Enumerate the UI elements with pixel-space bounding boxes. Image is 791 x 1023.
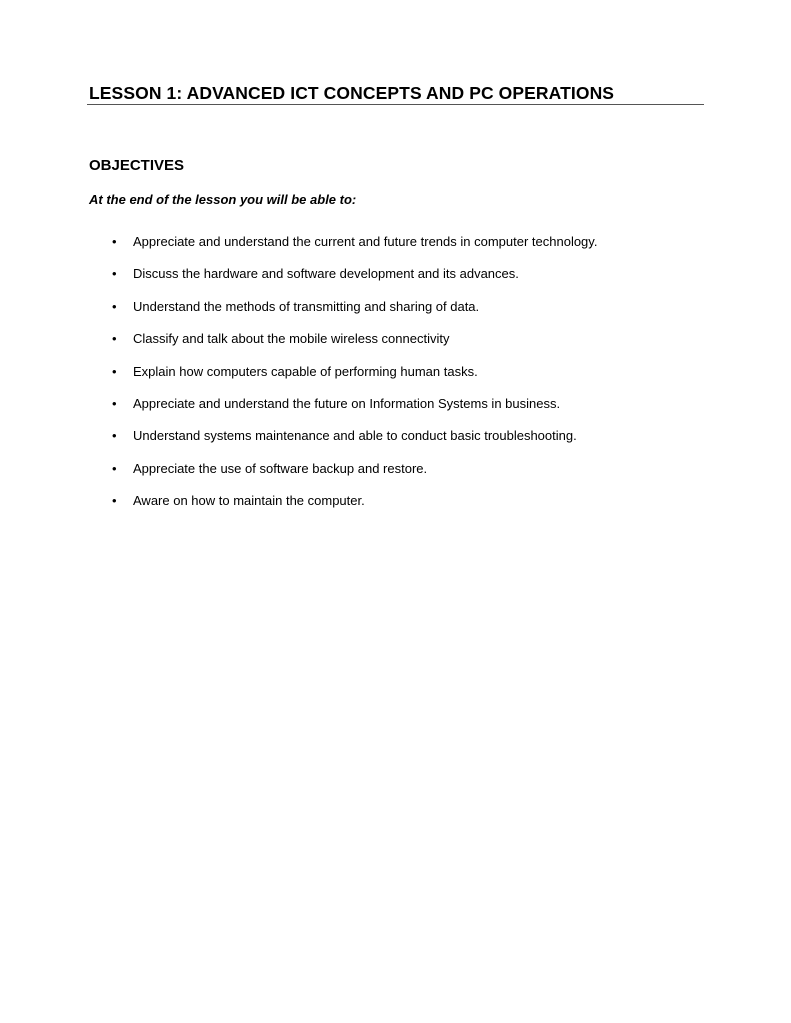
bullet-icon: • bbox=[112, 460, 117, 476]
objective-text: Explain how computers capable of performing human tasks. bbox=[133, 363, 478, 379]
objectives-heading: OBJECTIVES bbox=[89, 157, 185, 174]
title-underline bbox=[87, 104, 704, 105]
bullet-icon: • bbox=[112, 363, 117, 379]
bullet-icon: • bbox=[112, 428, 117, 444]
bullet-icon: • bbox=[112, 493, 117, 509]
bullet-icon: • bbox=[112, 298, 117, 314]
objective-text: Understand the methods of transmitting and sharing of data. bbox=[133, 298, 480, 314]
objective-text: Classify and talk about the mobile wireless connectivity bbox=[133, 331, 450, 347]
bullet-icon: • bbox=[112, 266, 117, 282]
bullet-icon: • bbox=[112, 395, 117, 411]
objective-text: Discuss the hardware and software development and its advances. bbox=[133, 266, 519, 282]
objective-text: Appreciate the use of software backup and restore. bbox=[133, 460, 428, 476]
objective-text: Appreciate and understand the current and future trends in computer technology. bbox=[133, 234, 598, 249]
objectives-intro: At the end of the lesson you will be able to: bbox=[89, 192, 357, 207]
bullet-icon: • bbox=[112, 331, 117, 347]
objective-text: Understand systems maintenance and able to conduct basic troubleshooting. bbox=[133, 428, 577, 444]
lesson-title: LESSON 1: ADVANCED ICT CONCEPTS AND PC OPERATIONS bbox=[89, 83, 615, 103]
bullet-icon: • bbox=[112, 234, 117, 249]
objective-text: Aware on how to maintain the computer. bbox=[133, 493, 365, 509]
objective-text: Appreciate and understand the future on Information Systems in business. bbox=[133, 395, 561, 411]
